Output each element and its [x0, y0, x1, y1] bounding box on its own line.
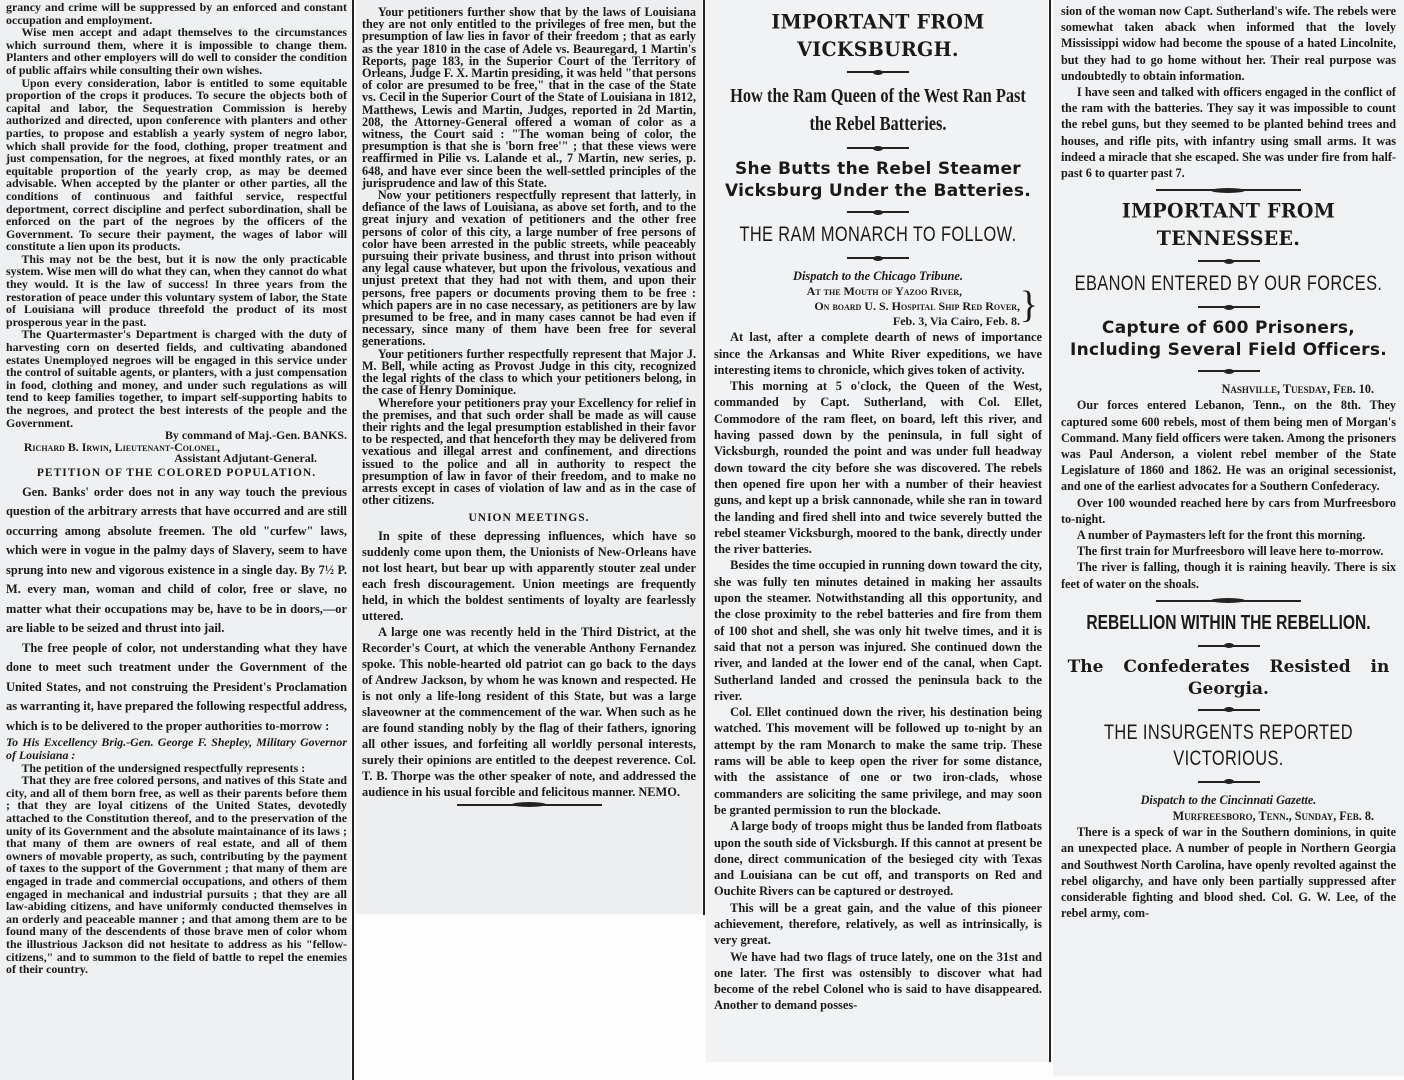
body-paragraph: We have had two flags of truce lately, one on the 31st and one later. The first was ostensibly to discover what had become of the rebel Colonel who is said to have disappeared. Another to demand posses-	[714, 949, 1042, 1013]
body-paragraph: Your petitioners further respectfully represent that Major J. M. Bell, while acting as Provost Judge in this city, recognized the legal rights of the class to which your petitioners belong, in the case of Henry Dominique.	[362, 346, 696, 398]
body-paragraph: The river is falling, though it is raining heavily. There is six feet of water on the shoals.	[1061, 560, 1396, 591]
body-paragraph: There is a speck of war in the Southern dominions, in quite an unexpected place. A number of people in Northern Georgia and Southwest North Carolina, have openly revolted against the rebel oligarchy, and have only been partially suppressed after considerable fighting and blood shed. Col. G. W. Lee, of the rebel army, com-	[1061, 825, 1396, 921]
body-paragraph: sion of the woman now Capt. Sutherland's wife. The rebels were somewhat taken aback when informed that the lovely Mississippi widow had become the spouse of a hated Lincolnite, but they had to go home without her. Their real purpose was undoubtedly to obtain information.	[1061, 4, 1396, 83]
section-heading-union-meetings: UNION MEETINGS.	[468, 512, 590, 525]
section-divider	[1156, 189, 1301, 191]
section-divider	[1156, 600, 1301, 602]
body-paragraph: In spite of these depressing influences, which have so suddenly come upon them, the Unionists of New-Orleans have not lost heart, but bear up with apparently stouter zeal under each fresh discouragement. Union meetings are frequently held, in which the boldest sentiments of loyalty are fearlessly uttered.	[362, 528, 696, 623]
signature: NEMO.	[638, 784, 680, 799]
body-paragraph: A large body of troops might thus be landed from flatboats upon the south side of Vicksburgh. If this cannot at present be done, direct communication of the besieged city with Texas and Louisiana can be cut off, and transports on Red and Ouchite Rivers can be captured or destroyed.	[714, 819, 1042, 899]
headline-divider	[1198, 781, 1260, 783]
command-line: By command of Maj.-Gen. BANKS.	[165, 428, 347, 443]
body-paragraph: Besides the time occupied in running down toward the city, she was fully ten minutes detained in making her assaults upon the steamer. Notwithstanding all this opportunity, and the close proximity to the rebel batteries and fire from them of 100 shot and shell, she was only hit twelve times, and it is said that not a person was injured. She continued down the river, and landed at the lower end of the canal, when Capt. Sutherland landed and crossed the peninsula back to the river.	[714, 558, 1042, 703]
deck-butts-steamer: She Butts the Rebel Steamer Vicksburg Under the Batteries.	[724, 159, 1032, 201]
headline-divider	[847, 71, 909, 73]
headline-divider	[1198, 645, 1260, 647]
headline-divider	[1198, 370, 1260, 372]
headline-divider	[847, 211, 909, 213]
dispatch-credit: Dispatch to the Chicago Tribune.	[793, 269, 963, 283]
dispatch-credit: Dispatch to the Cincinnati Gazette.	[1140, 792, 1317, 807]
headline-divider	[847, 257, 909, 259]
deck-queen-of-the-west: How the Ram Queen of the West Ran Past the Rebel Batteries.	[730, 85, 1026, 135]
column-rule	[352, 0, 354, 1080]
body-paragraph: The Quartermaster's Department is charged with the duty of harvesting corn on deserted fields, and cultivating abandoned estates Unemployed negroes will be engaged in this service under the control of suitable agents, or planters, with a just compensation in food, clothing and money, and under such regulations as will tend to keep families together, to impart self-supporting habits to the negroes, and protect the best interests of the people and the Government.	[6, 327, 347, 430]
body-paragraph: At last, after a complete dearth of news of importance since the Arkansas and White River expeditions, we have interesting items to chronicle, which gives token of activity.	[714, 330, 1042, 377]
body-paragraph: A number of Paymasters left for the front this morning.	[1076, 528, 1366, 543]
deck-lebanon-entered: EBANON ENTERED BY OUR FORCES.	[1074, 272, 1383, 296]
body-paragraph: Col. Ellet continued down the river, his destination being watched. This movement will be followed up to-night by an attempt by the ram Monarch to make the same trip. These rams will be able to keep open the river for some distance, with the assistance of one or two iron-clads, whose commanders are soliciting the same privilege, and may soon be granted permission to run the blockade.	[714, 705, 1042, 817]
headline-divider	[1198, 709, 1260, 711]
body-paragraph: Your petitioners further show that by the laws of Louisiana they are not only entitled to the privileges of free men, but the presumption of law lies in favor of their freedom ; that as early as the year 1810 in the case of Adele vs. Beauregard, 1 Martin's Reports, page 183, in the Superior Court of the Territory of Orleans, Judge F. X. Martin presiding, it was held "that persons of color are presumed to be free," that in the case of the State vs. Cecil in the Superior Court of the State of Louisiana in 1812, Matthews, Lewis and Martin, Judges, reported in 2d Martin, 208, the Attorney-General offered a woman of color as a witness, the Court said : "The woman being of color, the presumption is that she is 'born free'" ; that these views were reaffirmed in Pilie vs. Lalande et al., 7 Martin, new series, p. 648, and have ever since been the well-settled principles of the jurisprudence and law of this State.	[362, 5, 696, 190]
address-line: To His Excellency Brig.-Gen. George F. Shepley, Military Governor of Louisiana :	[6, 735, 347, 763]
column-4-tennessee-and-georgia	[1053, 0, 1404, 1076]
body-paragraph: A large one was recently held in the Third District, at the Recorder's Court, at which the venerable Anthony Fernandez spoke. This noble-hearted old patriot can go back to the days of Andrew Jackson, by whom he was known and respected. He is not only a life-long resident of this State, but was a large slaveowner at the commencement of the war. When such as he are found standing nobly by the flag of their fathers, ignoring all other issues, and forfeiting all worldly personal interests, surely their opinions are entitled to the deepest reverence. Col. T. B. Thorpe was the other speaker of note, and addressed the audience in his usual forcible and felicitous manner.	[362, 624, 696, 799]
body-paragraph: This morning at 5 o'clock, the Queen of the West, commanded by Capt. Sutherland, with Col. Ellet, Commodore of the ram fleet, on board, left this river, and having passed down by the peninsula, in full sight of Vicksburgh, rounded the point and was under full headway down toward the city before she was discovered. The rebels then opened fire upon her with a number of their heaviest guns, and kept up a brisk cannonade, while she ran in toward the landing and fired shell into and twice severely butted the rebel steamer Vicksburgh, moored to the bank, directly under the river batteries.	[714, 379, 1042, 557]
body-paragraph: grancy and crime will be suppressed by an enforced and constant occupation and employment.	[6, 0, 347, 27]
column-rule	[1049, 0, 1051, 1062]
column-rule	[703, 0, 705, 915]
headline-divider	[1198, 260, 1260, 262]
deck-confederates-resisted: The Confederates Resisted in Georgia.	[1067, 656, 1390, 699]
headline-divider	[847, 147, 909, 149]
headline-tennessee: IMPORTANT FROM TENNESSEE.	[1121, 200, 1336, 251]
body-paragraph: Gen. Banks' order does not in any way touch the previous question of the arbitrary arrests that have occurred and are still occurring among absolute freemen. The old "curfew" laws, which were in vogue in the palmy days of Slavery, seem to have sprung into new and vigorous existence in a single day. By 7½ P. M. every man, woman and child of color, free or slave, no matter what their occupations may be, have to be in doors,—or are liable to be seized and thrust into jail.	[6, 484, 347, 636]
body-paragraph: Now your petitioners respectfully represent that latterly, in defiance of the laws of Louisiana, as above set forth, and to the great injury and vexation of petitioners and the other free persons of color of this city, a large number of free persons of color have been arrested in the public streets, while peaceably pursuing their private business, and thrust into prison without any legal cause whatever, but upon the frivolous, vexatious and unjust pretext that they had not with them, and upon their persons, free papers or documents proving them to be free : which papers are in no case necessary, as petitioners are by law presumed to be free, and in many cases cannot be had even if necessary, since many of them have been free for several generations.	[362, 188, 696, 349]
section-divider	[457, 804, 602, 806]
body-paragraph: Wise men accept and adapt themselves to the circumstances which surround them, where it is impossible to change them. Planters and other employers will do well to consider the condition of public affairs while consulting their own wishes.	[6, 25, 347, 77]
body-paragraph: The first train for Murfreesboro will leave here to-morrow.	[1076, 544, 1384, 559]
body-paragraph: That they are free colored persons, and natives of this State and city, and all of them born free, as well as their parents before them ; that they are loyal citizens of the United States, devotedly attached to the Constitution thereof, and to the preservation of the unity of its Government and the absolute maintainance of its laws ; that many of them are owners of real estate, and all of them owners of movable property, as such, contributing by the payment of taxes to the support of the Government ; that many of them are engaged in trade and commercial occupations, and others of them engaged in mechanical and industrial pursuits ; that they are all law-abiding citizens, and have uniformly conducted themselves in an orderly and peaceable manner ; and that among them are to be found many of the descendents of those brave men of color whom the illustrious Jackson did not hesitate to address as his "fellow-citizens," and to summon to the field of battle to repel the enemies of their country.	[6, 773, 347, 977]
section-heading-petition: PETITION OF THE COLORED POPULATION.	[36, 467, 317, 480]
brace-glyph: }	[1019, 284, 1038, 327]
dateline	[714, 284, 1042, 329]
body-paragraph: I have seen and talked with officers engaged in the conflict of the ram with the batteries. They say it was impossible to count the rebel guns, but they seemed to be planted behind trees and houses, and rifle pits, with infantry using small arms. It was indeed a miracle that she escaped. She was under fire from half-past 6 to quarter past 7.	[1061, 85, 1396, 181]
body-paragraph: This may not be the best, but it is now the only practicable system. Wise men will do what they can, when they cannot do what they would. It is the law of success! In three years from the restoration of peace under this voluntary system of labor, the State of Louisiana will produce threefold the product of its most prosperous year in the past.	[6, 251, 347, 329]
headline-rebellion: REBELLION WITHIN THE REBELLION.	[1086, 611, 1371, 634]
body-paragraph: The free people of color, not understanding what they have done to meet such treatment under the Government of the United States, and not construing the President's Proclamation as warranting it, have prepared the following respectful address, which is to be delivered to the proper authorities to-morrow :	[6, 640, 347, 733]
deck-insurgents-victorious: THE INSURGENTS REPORTED VICTORIOUS.	[1104, 720, 1353, 770]
headline-vicksburgh: IMPORTANT FROM VICKSBURGH.	[771, 10, 985, 62]
column-3-vicksburgh	[706, 0, 1048, 1062]
column-1-labor-order-and-petition	[0, 0, 351, 1080]
dateline-line: On board U. S. Hospital Ship Red Rover,	[814, 299, 1020, 314]
dateline: Murfreesboro, Tenn., Sunday, Feb. 8.	[1172, 809, 1374, 824]
body-paragraph: Upon every consideration, labor is entitled to some equitable proportion of the crops it produces. To secure the objects both of capital and labor, the Sequestration Commission is hereby authorized and directed, upon conference with planters and other parties, to propose and establish a yearly system of negro labor, which shall provide for the food, clothing, proper treatment and just compensation, for the negroes, at fixed monthly rates, or an equitable proportion of the yearly crop, as may be deemed advisable. When accepted by the planter or other parties, all the conditions of continuous and faithful service, respectful deportment, correct discipline and perfect subordination, shall be enforced on the part of the negroes by the officers of the Government. To secure their payment, the wages of labor will constitute a lien upon its products.	[6, 75, 347, 254]
deck-ram-monarch: THE RAM MONARCH TO FOLLOW.	[739, 223, 1017, 246]
signoff-name: Richard B. Irwin, Lieutenant-Colonel,	[23, 439, 220, 454]
body-paragraph: Over 100 wounded reached here by cars from Murfreesboro to-night.	[1061, 495, 1396, 526]
body-paragraph: Wherefore your petitioners pray your Excellency for relief in the premises, and that such order shall be made as will cause their rights and the legal presumption established in their favor to be respected, and that henceforth they may be delivered from vexatious and illegal arrest and confinement, and directions issued to the police and all in authority to respect the presumption of law in favor of their freedom, and to make no arrests except in cases of violation of law and as in the case of other citizens.	[362, 395, 696, 508]
body-paragraph: The petition of the undersigned respectfully represents :	[21, 760, 306, 775]
dateline: Nashville, Tuesday, Feb. 10.	[1221, 382, 1374, 397]
signoff	[6, 439, 347, 466]
deck-capture-prisoners: Capture of 600 Prisoners, Including Several Field Officers.	[1069, 318, 1388, 361]
headline-divider	[1198, 306, 1260, 308]
dateline-line: Feb. 3, Via Cairo, Feb. 8.	[892, 314, 1020, 329]
dateline-line: At the Mouth of Yazoo River,	[806, 284, 962, 299]
body-paragraph: This will be a great gain, and the value of this pioneer achievement, therefore, relatively, as well as intrinsically, is very great.	[714, 900, 1042, 948]
body-paragraph: Our forces entered Lebanon, Tenn., on the 8th. They captured some 600 rebels, most of them being men of Morgan's Command. Many field officers were taken. Among the prisoners was Paul Anderson, a violent rebel member of the State Legislature of 1860 and 1862. He was an original secessionist, and one of the earliest advocates for a Southern Confederacy.	[1061, 398, 1396, 494]
signoff-title: Assistant Adjutant-General.	[174, 451, 317, 466]
column-2-petition-continued	[356, 0, 702, 914]
